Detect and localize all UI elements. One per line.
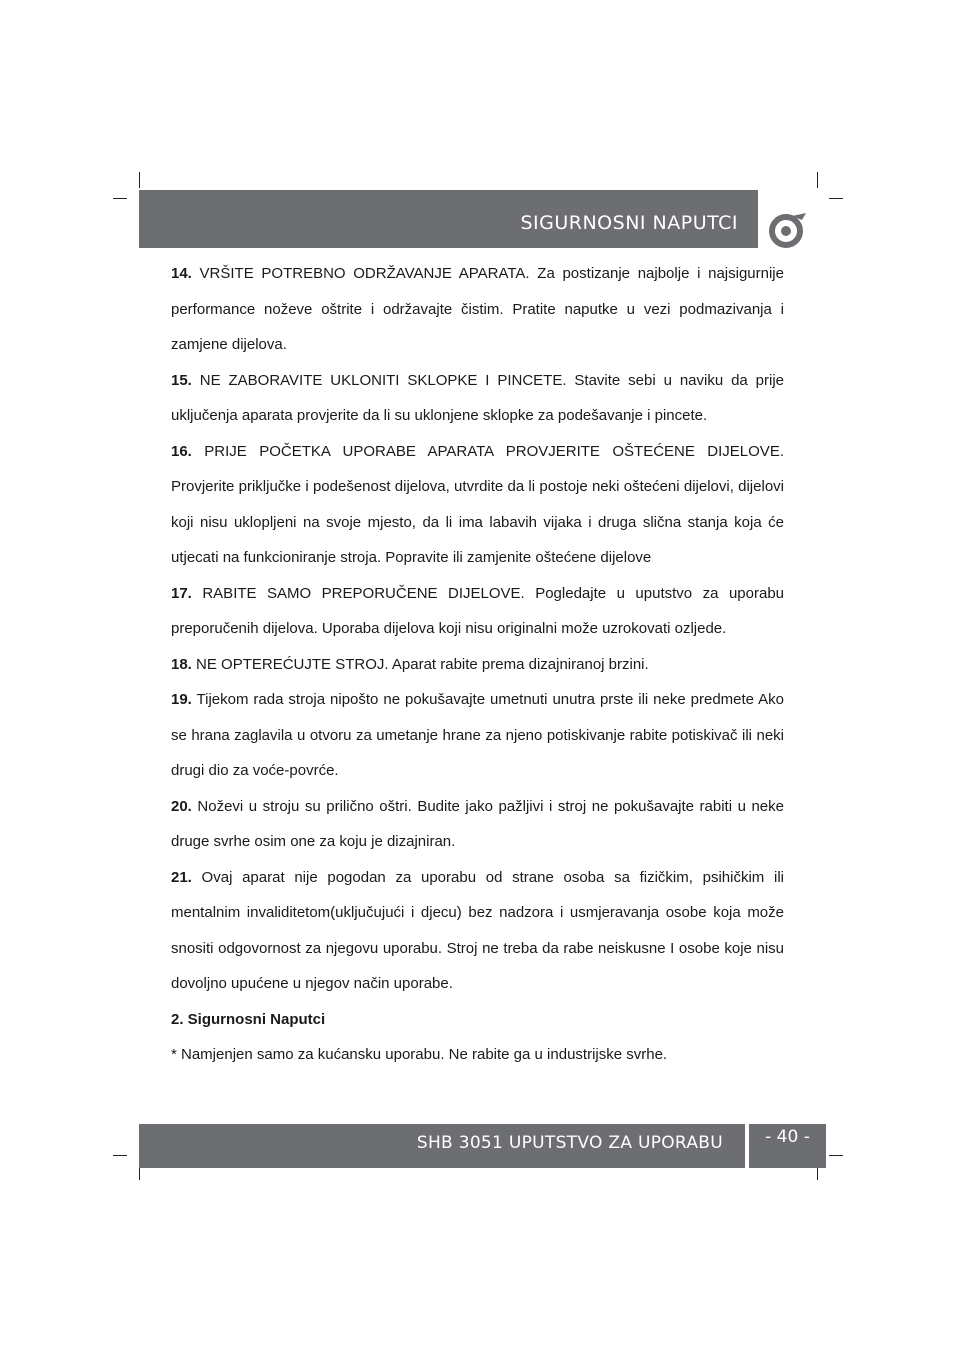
item-number: 16. bbox=[171, 442, 192, 460]
item-text: NE OPTEREĆUJTE STROJ. Aparat rabite prema dizajniranoj brzini. bbox=[191, 655, 649, 673]
list-item bbox=[171, 363, 784, 434]
list-item bbox=[171, 434, 784, 576]
item-text: VRŠITE POTREBNO ODRŽAVANJE APARATA. Za postizanje najbolje i najsigurnije performance noževe oštrite i održavajte čistim. Pratite naputke u vezi podmazivanja i zamjene dijelova. bbox=[171, 265, 784, 353]
item-number: 17. bbox=[171, 584, 192, 602]
brand-ring-logo-icon bbox=[766, 210, 808, 250]
crop-mark bbox=[829, 1155, 843, 1156]
item-text: RABITE SAMO PREPORUČENE DIJELOVE. Pogledajte u uputstvo za uporabu preporučenih dijelova. Uporaba dijelova koji nisu originalni može uzrokovati ozljede. bbox=[171, 584, 784, 637]
item-number: 14. bbox=[171, 265, 192, 282]
list-item bbox=[171, 860, 784, 1002]
item-number: 20. bbox=[171, 797, 192, 815]
crop-mark bbox=[817, 172, 818, 188]
section-heading bbox=[171, 1002, 784, 1038]
footer-title: SHB 3051 UPUTSTVO ZA UPORABU bbox=[416, 1133, 723, 1153]
item-number: 19. bbox=[171, 691, 192, 708]
list-item bbox=[171, 682, 784, 789]
item-number: 18. bbox=[171, 655, 192, 673]
crop-mark bbox=[113, 1155, 127, 1156]
header-bar bbox=[139, 190, 758, 248]
footer-bar bbox=[139, 1124, 745, 1168]
list-item bbox=[171, 576, 784, 647]
page-number-box bbox=[749, 1124, 826, 1168]
page-title: SIGURNOSNI NAPUTCI bbox=[520, 212, 738, 234]
list-item bbox=[171, 789, 784, 860]
crop-mark bbox=[817, 1166, 818, 1180]
item-text: Noževi u stroju su prilično oštri. Budite jako pažljivi i stroj ne pokušavajte rabiti u neke druge svrhe osim one za koju je dizajniran. bbox=[171, 797, 784, 850]
section-heading-text: 2. Sigurnosni Naputci bbox=[171, 1010, 326, 1028]
document-body bbox=[171, 256, 784, 1073]
page-number: - 40 - bbox=[765, 1127, 810, 1147]
item-number: 21. bbox=[171, 868, 192, 886]
item-number: 15. bbox=[171, 371, 192, 389]
crop-mark bbox=[139, 1166, 140, 1180]
crop-mark bbox=[113, 198, 127, 199]
list-item bbox=[171, 256, 784, 363]
item-text: NE ZABORAVITE UKLONITI SKLOPKE I PINCETE. Stavite sebi u naviku da prije uključenja aparata provjerite da li su uklonjene sklopke za podešavanje i pincete. bbox=[171, 371, 784, 424]
list-item bbox=[171, 647, 784, 683]
item-text: Ovaj aparat nije pogodan za uporabu od strane osoba sa fizičkim, psihičkim ili mentalnim invaliditetom(uključujući i djecu) bez nadzora i usmjeravanja osobe koja može snositi odgovornost za njegovu uporabu. Stroj ne treba da rabe neiskusne I osobe koje nisu dovoljno upućene u njegov način uporabe. bbox=[171, 868, 784, 992]
item-text: PRIJE POČETKA UPORABE APARATA PROVJERITE OŠTEĆENE DIJELOVE. Provjerite priključke i podešenost dijelova, utvrdite da li postoje neki oštećeni dijelovi, dijelovi koji nisu uklopljeni na svoje mjesto, da li ima labavih vijaka i druga slična stanja koja će utjecati na funkcioniranje stroja. Popravite ili zamjenite oštećene dijelove bbox=[171, 442, 784, 566]
section-note: * Namjenjen samo za kućansku uporabu. Ne rabite ga u industrijske svrhe. bbox=[171, 1046, 668, 1063]
item-text: Tijekom rada stroja nipošto ne pokušavajte umetnuti unutra prste ili neke predmete Ako se hrana zaglavila u otvoru za umetanje hrane za njeno potiskivanje rabite potiskivač ili neki drugi dio za voće-povrće. bbox=[171, 691, 784, 779]
crop-mark bbox=[139, 172, 140, 188]
crop-mark bbox=[829, 198, 843, 199]
